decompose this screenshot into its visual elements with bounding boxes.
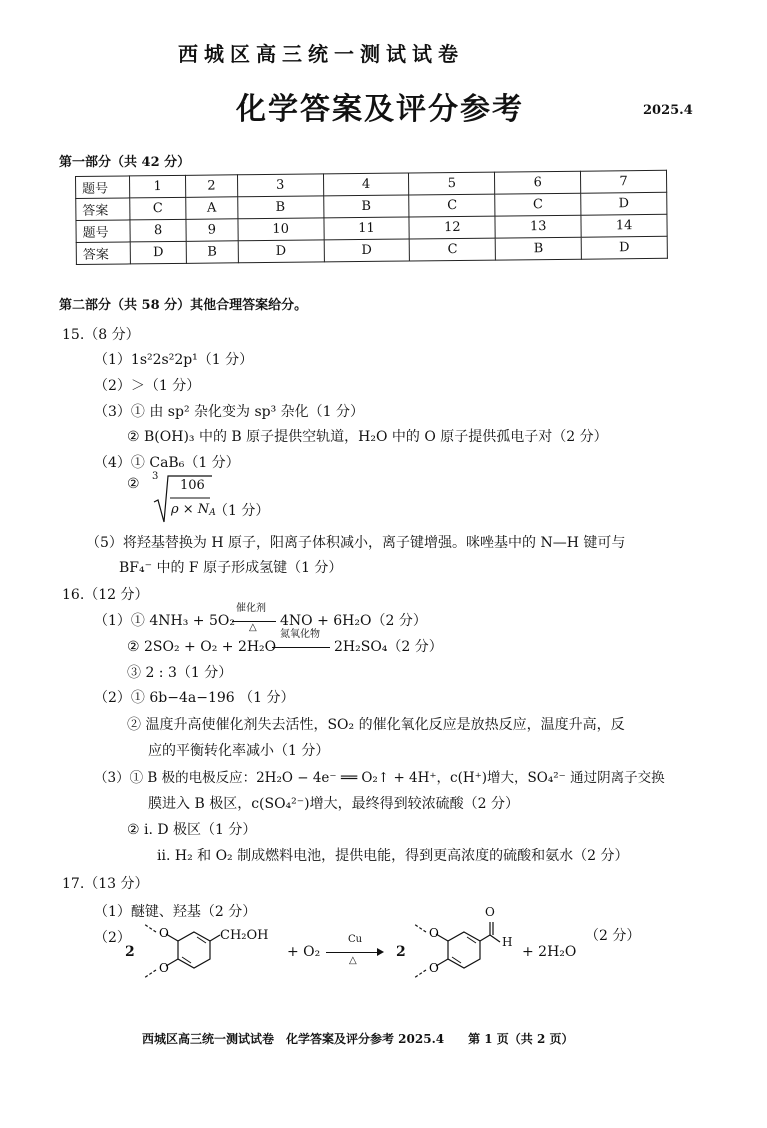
coef-product: 2 [396,944,406,960]
q16-r1-pre: （1）① 4NH₃ + 5O₂ [94,613,235,629]
q15-line6-score: （1 分） [214,503,270,519]
q16-r9: ② ⅰ. D 极区（1 分） [127,822,257,838]
table-cell: A [186,197,238,220]
table-cell: B [186,241,238,264]
q15-line8: BF₄⁻ 中的 F 原子形成氢键（1 分） [119,560,343,576]
oxygen-label: O [159,926,169,940]
doc-date: 2025.4 [643,103,693,118]
table-cell: C [495,193,581,216]
product-structure [406,918,506,980]
table-cell: 3 [237,174,323,197]
part1-heading: 第一部分（共 42 分） [59,155,191,170]
q15-line2: （2）＞（1 分） [94,378,201,394]
q16-r8: 膜进入 B 极区，c(SO₄²⁻)增大，最终得到较浓硫酸（2 分） [148,796,519,812]
coef-reactant: 2 [125,944,135,960]
q16-title: 16.（12 分） [62,587,149,603]
answer-table [75,170,668,265]
q17-score: （2 分） [585,928,641,944]
q15-title: 15.（8 分） [62,327,140,343]
q15-line1: （1）1s²2s²2p¹（1 分） [94,352,254,368]
exam-title: 西城区高三统一测试试卷 [178,42,464,66]
cond-top: Cu [348,934,363,945]
table-cell: D [130,241,186,264]
part2-heading: 第二部分（共 58 分）其他合理答案给分。 [59,298,308,313]
table-cell: D [581,236,667,259]
reactant-structure [136,918,226,980]
reactant-group: CH₂OH [220,928,269,943]
q16-r10: ⅱ. H₂ 和 O₂ 制成燃料电池，提供电能，得到更高浓度的硫酸和氨水（2 分） [157,848,629,864]
q16-r2-pre: ② 2SO₂ + O₂ + 2H₂O [127,639,277,655]
table-cell: C [410,238,496,261]
fraction-denominator [171,502,216,519]
table-cell: 2 [185,175,237,198]
table-cell: B [237,196,323,219]
table-cell: 10 [238,218,324,241]
fraction-numerator: 106 [180,478,205,493]
table-cell: C [409,194,495,217]
table-cell: 5 [409,172,495,195]
q16-r5: ② 温度升高使催化剂失去活性，SO₂ 的催化氧化反应是放热反应，温度升高，反 [127,717,625,733]
row-label: 答案 [76,242,130,265]
table-cell: B [323,195,409,218]
table-cell: 4 [323,173,409,196]
aldehyde-hydrogen: H [502,935,513,949]
q15-line3: （3）① 由 sp² 杂化变为 sp³ 杂化（1 分） [94,404,365,420]
table-cell: 11 [323,217,409,240]
oxygen-label: O [159,961,169,975]
q16-r3: ③ 2 : 3（1 分） [127,665,233,681]
q16-r1-post: 4NO + 6H₂O（2 分） [280,613,427,629]
q15-line4: ② B(OH)₃ 中的 B 原子提供空轨道，H₂O 中的 O 原子提供孤电子对（2 分） [127,429,608,445]
q16-r6: 应的平衡转化率减小（1 分） [148,743,330,759]
table-cell: D [238,240,324,263]
page-footer: 西城区高三统一测试试卷 化学答案及评分参考 2025.4 第 1 页（共 2 页） [142,1032,574,1046]
q16-r4: （2）① 6b−4a−196 （1 分） [94,690,295,706]
table-cell: 9 [186,219,238,242]
reaction-arrow [326,952,378,953]
q16-r1-cond-top: 催化剂 [236,603,266,614]
table-cell: 13 [495,215,581,238]
row-label: 答案 [76,198,130,221]
table-cell: B [495,237,581,260]
oxygen-label: O [429,926,439,940]
q17-line2-num: （2） [94,930,131,946]
q17-title: 17.（13 分） [62,876,149,892]
aldehyde-oxygen: O [485,905,495,919]
table-cell: D [324,239,410,262]
plus-o2: + O₂ [287,944,321,960]
q15-line7: （5）将羟基替换为 H 原子，阳离子体积减小，离子键增强。咪唑基中的 N—H 键可与 [86,535,626,551]
oxygen-label: O [429,961,439,975]
table-cell: 7 [581,170,667,193]
row-label: 题号 [76,220,130,243]
q16-r2-post: 2H₂SO₄（2 分） [334,639,443,655]
denominator-text: ρ × N [171,502,210,517]
table-cell: 6 [495,171,581,194]
q15-circ2: ② [127,476,140,492]
q17-line1: （1）醚键、羟基（2 分） [94,904,257,920]
q15-line5: （4）① CaB₆（1 分） [94,455,240,471]
denominator-sub: A [209,508,216,518]
table-cell: C [130,197,186,220]
table-cell: D [581,192,667,215]
cond-bot: △ [349,955,357,966]
table-cell: 14 [581,214,667,237]
table-cell: 12 [409,216,495,239]
q16-r2-cond-top: 氮氧化物 [280,629,320,640]
row-label: 题号 [76,176,130,199]
reaction-arrow [272,647,330,648]
doc-title: 化学答案及评分参考 [236,92,524,127]
arrow-head [377,948,384,956]
table-cell: 1 [130,175,186,198]
plus-water: + 2H₂O [522,944,577,960]
root-index: 3 [152,471,159,482]
table-cell: 8 [130,219,186,242]
q16-r1-cond-bot: △ [249,622,257,633]
q16-r7: （3）① B 极的电极反应：2H₂O − 4e⁻ ══ O₂↑ + 4H⁺，c(H⁺)增大，SO₄²⁻ 通过阴离子交换 [94,770,665,786]
